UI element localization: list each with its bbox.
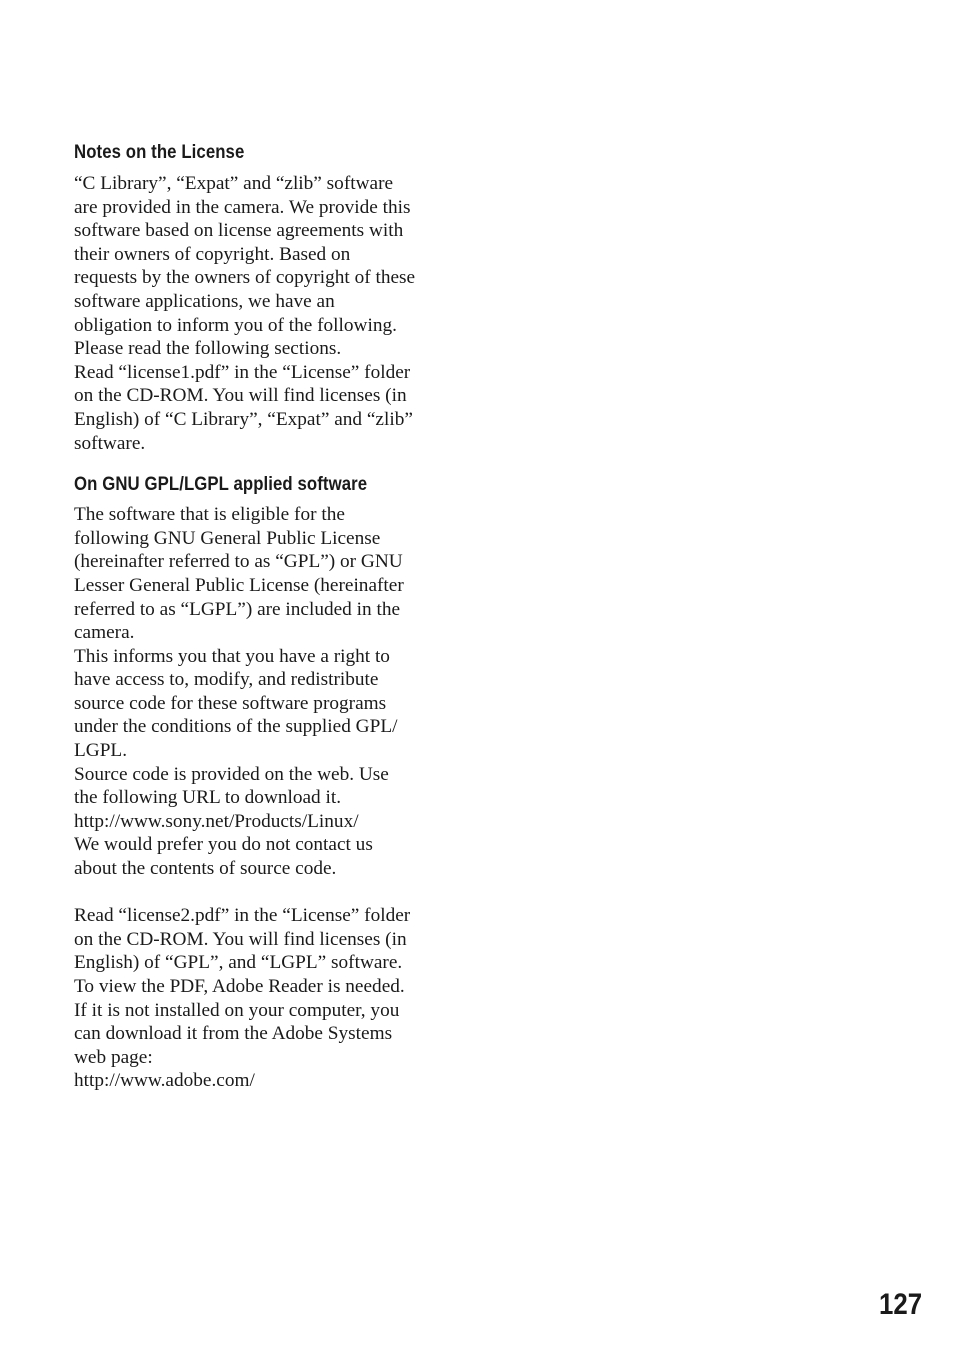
- text-line: To view the PDF, Adobe Reader is needed.: [74, 976, 405, 997]
- text-line: “C Library”, “Expat” and “zlib” software: [74, 173, 394, 194]
- text-line: following GNU General Public License: [74, 527, 381, 549]
- text-line: obligation to inform you of the following.: [74, 314, 397, 336]
- text-line: LGPL.: [74, 740, 128, 762]
- text-column: [74, 140, 446, 1093]
- text-line: their owners of copyright. Based on: [74, 243, 351, 265]
- text-line: English) of “GPL”, and “LGPL” software.: [74, 952, 403, 974]
- text-line: Read “license1.pdf” in the “License” folder: [74, 361, 411, 383]
- text-line: Please read the following sections.: [74, 338, 342, 360]
- text-line: We would prefer you do not contact us: [74, 834, 373, 856]
- text-line: software based on license agreements with: [74, 220, 404, 242]
- section-gpl: [74, 472, 446, 1093]
- text-line: software.: [74, 432, 146, 454]
- paragraph-gap: [74, 881, 446, 905]
- text-line: on the CD-ROM. You will find licenses (in: [74, 928, 407, 950]
- text-line: (hereinafter referred to as “GPL”) or GNU: [74, 551, 403, 573]
- text-line: source code for these software programs: [74, 692, 387, 714]
- text-line: can download it from the Adobe Systems: [74, 1023, 393, 1045]
- text-line: If it is not installed on your computer, you: [74, 999, 400, 1021]
- text-line: Source code is provided on the web. Use: [74, 763, 389, 785]
- text-line: Lesser General Public License (hereinafter: [74, 574, 404, 596]
- gpl-paragraph: [74, 503, 446, 1093]
- text-line: The software that is eligible for the: [74, 504, 345, 526]
- text-line: under the conditions of the supplied GPL/: [74, 716, 398, 738]
- section-heading-gpl: On GNU GPL/LGPL applied software: [74, 473, 368, 496]
- text-line: web page:: [74, 1046, 153, 1068]
- section-heading-license: Notes on the License: [74, 141, 245, 163]
- text-line: requests by the owners of copyright of these: [74, 267, 416, 289]
- license-paragraph: [74, 172, 446, 455]
- text-line: camera.: [74, 622, 135, 644]
- text-line: referred to as “LGPL”) are included in the: [74, 598, 401, 620]
- page-number: 127: [878, 1288, 922, 1321]
- text-line: have access to, modify, and redistribute: [74, 669, 379, 691]
- text-line: Read “license2.pdf” in the “License” folder: [74, 905, 411, 927]
- text-line: software applications, we have an: [74, 290, 335, 312]
- section-license: [74, 140, 446, 455]
- text-line: about the contents of source code.: [74, 858, 337, 880]
- sony-linux-url: http://www.sony.net/Products/Linux/: [74, 810, 359, 832]
- text-line: This informs you that you have a right to: [74, 645, 390, 667]
- adobe-url: http://www.adobe.com/: [74, 1070, 255, 1092]
- text-line: English) of “C Library”, “Expat” and “zlib”: [74, 408, 413, 430]
- text-line: on the CD-ROM. You will find licenses (in: [74, 385, 407, 407]
- text-line: the following URL to download it.: [74, 787, 342, 809]
- text-line: are provided in the camera. We provide this: [74, 196, 411, 218]
